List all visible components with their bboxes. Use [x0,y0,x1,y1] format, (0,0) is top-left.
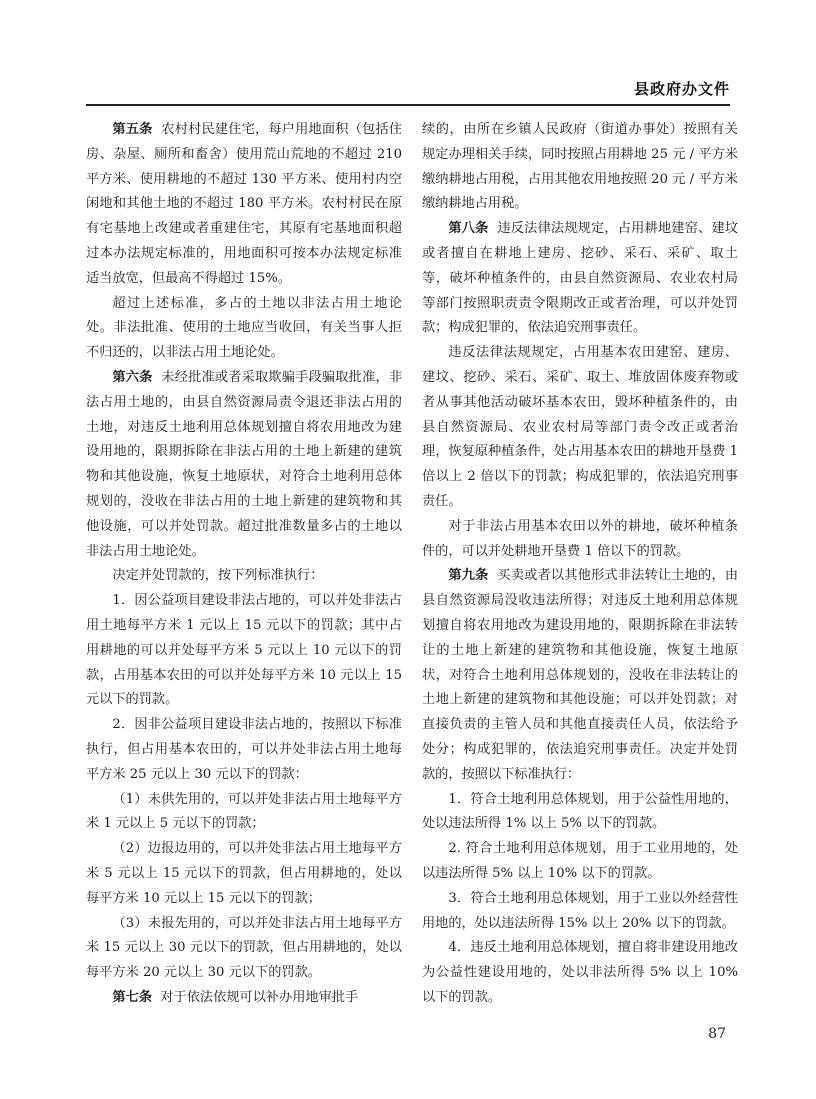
running-header-title: 县政府办文件 [633,80,730,98]
article-text: 买卖或者以其他形式非法转让土地的，由县自然资源局没收违法所得；对违反土地利用总体规划擅自将农用地改为建设用地的，限期拆除在非法转让的土地上新建的建筑物和其他设施，恢复土地原状，对符合土地利用总体规划的，没收在非法转让的土地上新建的建筑物和其他设施；可以并处罚款；对直接负责的主管人员和其他直接责任人员，依法给予处分；构成犯罪的，依法追究刑事责任。决定并处罚款的，按照以下标准执行： [422,568,739,782]
article-7-paragraph [86,986,402,1011]
article-text: 农村村民建住宅，每户用地面积（包括住房、杂屋、厕所和畜舍）使用荒山荒地的不超过 210 平方米、使用耕地的不超过 130 平方米、使用村内空闲地和其他土地的不超过 180 平方米。农村村民在原有宅基地上改建或者重建住宅，其原有宅基地面积超过本办法规定标准的，用地面积可按本办法规定标准适当放宽，但最高不得超过 15%。 [86,122,403,286]
article-text: 对于依法依规可以补办用地审批手 [160,989,359,1005]
article-text: 违反法律法规规定，占用耕地建窑、建坟或者擅自在耕地上建房、挖砂、采石、采矿、取土等，破坏种植条件的，由县自然资源局、农业农村局等部门按照职责责令限期改正或者治理，可以并处罚款；构成犯罪的，依法追究刑事责任。 [422,221,739,336]
list-item: 1．因公益项目建设非法占地的，可以并处非法占用土地每平方米 1 元以上 15 元以下的罚款；其中占用耕地的可以并处每平方米 5 元以上 10 元以下的罚款，占用基本农田的可以并处每平方米 10 元以上 15 元以下的罚款。 [86,593,402,708]
article-6-paragraph [86,366,402,564]
paragraph: 决定并处罚款的，按下列标准执行： [112,568,324,584]
article-label: 第六条 [112,369,153,385]
list-item: 3．符合土地利用总体规划，用于工业以外经营性用地的，处以违法所得 15% 以上 20% 以下的罚款。 [422,890,738,931]
sub-list-item: （1）未供先用的，可以并处非法占用土地每平方米 1 元以上 5 元以下的罚款； [86,791,402,832]
page-number: 87 [708,1026,726,1042]
left-column [86,118,402,1011]
paragraph-continuation: 续的，由所在乡镇人民政府（街道办事处）按照有关规定办理相关手续，同时按照占用耕地 25 元 / 平方米缴纳耕地占用税，占用其他农用地按照 20 元 / 平方米缴纳耕地占用税。 [422,122,738,212]
article-label: 第八条 [448,221,489,237]
article-5-paragraph [86,118,402,292]
sub-list-item: （2）边报边用的，可以并处非法占用土地每平方米 5 元以上 15 元以下的罚款，但占用耕地的，处以每平方米 10 元以上 15 元以下的罚款； [86,841,402,906]
list-item: 1．符合土地利用总体规划，用于公益性用地的，处以违法所得 1% 以上 5% 以下的罚款。 [422,791,738,832]
right-column [422,118,738,1011]
list-item: 2. 符合土地利用总体规划，用于工业用地的，处以违法所得 5% 以上 10% 以下的罚款。 [422,841,738,881]
list-item: 2．因非公益项目建设非法占地的，按照以下标准执行，但占用基本农田的，可以并处非法占用土地每平方米 25 元以上 30 元以下的罚款： [86,717,402,782]
article-8-paragraph [422,217,738,341]
article-label: 第九条 [448,568,489,584]
article-9-paragraph [422,564,738,787]
sub-list-item: （3）未报先用的，可以并处非法占用土地每平方米 15 元以上 30 元以下的罚款，但占用耕地的，处以每平方米 20 元以上 30 元以下的罚款。 [86,915,402,981]
article-label: 第五条 [112,122,153,137]
paragraph: 对于非法占用基本农田以外的耕地，破坏种植条件的，可以并处耕地开垦费 1 倍以下的罚款。 [422,518,738,559]
paragraph: 超过上述标准，多占的土地以非法占用土地论处。非法批准、使用的土地应当收回，有关当事人拒不归还的，以非法占用土地论处。 [86,295,402,361]
paragraph: 违反法律法规规定，占用基本农田建窑、建房、建坟、挖砂、采石、采矿、取土、堆放固体废弃物或者从事其他活动破坏基本农田，毁坏种植条件的，由县自然资源局、农业农村局等部门责令改正或者治理，恢复原种植条件，处占用基本农田的耕地开垦费 1 倍以上 2 倍以下的罚款；构成犯罪的，依法追究刑事责任。 [422,345,738,509]
article-text: 未经批准或者采取欺骗手段骗取批准，非法占用土地的，由县自然资源局责令退还非法占用的土地，对违反土地利用总体规划擅自将农用地改为建设用地的，限期拆除在非法占用的土地上新建的建筑物和其他设施，恢复土地原状，对符合土地利用总体规划的，没收在非法占用的土地上新建的建筑物和其他设施，可以并处罚款。超过批准数量多占的土地以非法占用土地论处。 [86,369,403,559]
header-rule [86,104,730,106]
list-item: 4．违反土地利用总体规划，擅自将非建设用地改为公益性建设用地的，处以非法所得 5% 以上 10% 以下的罚款。 [422,940,738,1005]
article-label: 第七条 [112,989,152,1005]
